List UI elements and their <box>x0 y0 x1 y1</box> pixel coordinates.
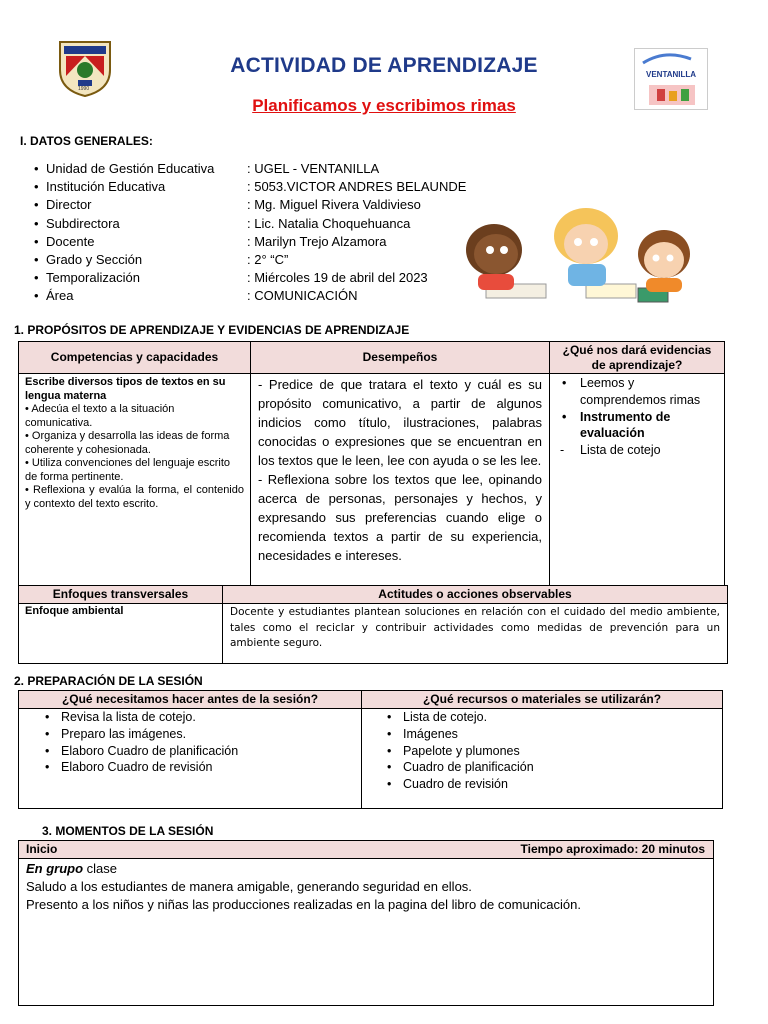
grupo-line: En grupo clase <box>26 861 118 876</box>
antes-header: ¿Qué necesitamos hacer antes de la sesión? <box>18 690 362 709</box>
inicio-label: Inicio <box>26 842 58 856</box>
datos-value: : 2° “C” <box>247 252 289 267</box>
momentos-heading: 3. MOMENTOS DE LA SESIÓN <box>42 824 214 838</box>
capacidad-item: • Utiliza convenciones del lenguaje escrito de forma pertinente. <box>25 457 231 483</box>
bullet: • <box>34 270 39 286</box>
capacidad-item: • Reflexiona y evalúa la forma, el contenido y contexto del texto escrito. <box>25 484 244 510</box>
capacidad-item: • Adecúa el texto a la situación comunicativa. <box>25 403 175 429</box>
datos-row <box>34 215 411 233</box>
bullet: • <box>34 161 39 176</box>
page-subtitle: Planificamos y escribimos rimas <box>252 96 516 115</box>
desempenos-cell <box>250 373 550 586</box>
bullet: • <box>34 252 39 267</box>
bullet: • <box>34 197 39 213</box>
datos-value: : UGEL - VENTANILLA <box>247 161 380 176</box>
preparacion-heading: 2. PREPARACIÓN DE LA SESIÓN <box>14 674 203 688</box>
ugel-logo-text: VENTANILLA <box>646 70 697 79</box>
datos-label: Docente <box>46 233 95 249</box>
datos-value: : 5053.VICTOR ANDRES BELAUNDE <box>247 179 467 195</box>
inicio-body <box>18 858 714 1006</box>
instrumento-item: - Lista de cotejo <box>560 443 661 458</box>
bullet: • <box>34 233 39 249</box>
list-item: • Preparo las imágenes. <box>37 726 343 743</box>
capacidad-item: • Organiza y desarrolla las ideas de forma coherente y cohesionada. <box>25 430 230 456</box>
list-item: • Lista de cotejo. <box>379 709 705 726</box>
inicio-header <box>18 840 714 859</box>
list-item: • Elaboro Cuadro de revisión <box>37 759 343 776</box>
datos-value: : Marilyn Trejo Alzamora <box>247 233 387 249</box>
desempenos-header: Desempeños <box>250 341 550 374</box>
competencia-title: Escribe diversos tipos de textos en su lengua materna <box>25 376 226 402</box>
recursos-list <box>379 709 705 793</box>
recursos-cell <box>361 708 723 809</box>
instrumento-label: • Instrumento de evaluación <box>562 409 671 441</box>
list-item: • Revisa la lista de cotejo. <box>37 709 343 726</box>
datos-label: Unidad de Gestión Educativa <box>46 161 215 176</box>
datos-label: Director <box>46 197 92 213</box>
datos-label: Grado y Sección <box>46 252 143 267</box>
inicio-line-1: Saludo a los estudiantes de manera amigable, generando seguridad en ellos. <box>26 879 472 894</box>
desempeno-2: - Reflexiona sobre los textos que lee, opinando acerca de personas, personajes y hechos, y expresando sus preferencias cuando elige o recomienda textos a partir de su experiencia, necesidades e intereses. <box>258 472 542 563</box>
evidencia-item: • Leemos y comprendemos rimas <box>562 376 701 407</box>
evidencias-header: ¿Qué nos dará evidencias de aprendizaje? <box>549 341 725 374</box>
datos-value: : Lic. Natalia Choquehuanca <box>247 215 411 231</box>
datos-label: Temporalización <box>46 270 140 286</box>
evidencias-cell <box>549 373 725 586</box>
list-item: • Cuadro de revisión <box>379 776 705 793</box>
children-illustration <box>456 204 712 310</box>
enfoque-cell: Enfoque ambiental <box>18 603 223 664</box>
competencias-cell <box>18 373 251 586</box>
competencias-header: Competencias y capacidades <box>18 341 251 374</box>
desempeno-1: - Predice de que tratara el texto y cuál es su propósito comunicativo, a partir de algunos indicios como título, ilustraciones, palabras conocidas o expresiones que se encuentran en los textos que le leen, lee con ayuda o se les lee. <box>258 377 542 468</box>
antes-cell <box>18 708 362 809</box>
bullet: • <box>34 215 39 231</box>
datos-label: Institución Educativa <box>46 179 166 195</box>
datos-heading: I. DATOS GENERALES: <box>20 134 153 148</box>
actitud-cell: Docente y estudiantes plantean soluciones en relación con el cuidado del medio ambiente, tales como el reciclar y contribuir actividades como medidas de prevención para un ambiente seguro. <box>222 603 728 664</box>
antes-list <box>37 709 343 776</box>
datos-row <box>34 269 428 287</box>
datos-row <box>34 233 387 251</box>
datos-row <box>34 196 421 214</box>
tiempo-label: Tiempo aproximado: 20 minutos <box>520 842 705 856</box>
datos-value: : COMUNICACIÓN <box>247 288 358 304</box>
capacidades-list <box>25 403 244 511</box>
inicio-line-2: Presento a los niños y niñas las producciones realizadas en la pagina del libro de comunicación. <box>26 897 582 912</box>
datos-label: Área <box>46 288 74 304</box>
bullet: • <box>34 179 39 195</box>
page-title: ACTIVIDAD DE APRENDIZAJE <box>230 54 538 77</box>
datos-label: Subdirectora <box>46 215 120 231</box>
enfoques-header: Enfoques transversales <box>18 585 223 604</box>
list-item: • Elaboro Cuadro de planificación <box>37 743 343 760</box>
datos-row <box>34 251 289 269</box>
datos-value: : Miércoles 19 de abril del 2023 <box>247 270 428 286</box>
datos-row <box>34 178 467 196</box>
list-item: • Papelote y plumones <box>379 743 705 760</box>
recursos-header: ¿Qué recursos o materiales se utilizarán? <box>361 690 723 709</box>
actitudes-header: Actitudes o acciones observables <box>222 585 728 604</box>
list-item: • Imágenes <box>379 726 705 743</box>
left-logo-year: 1990 <box>78 86 90 92</box>
propositos-heading: 1. PROPÓSITOS DE APRENDIZAJE Y EVIDENCIAS DE APRENDIZAJE <box>14 323 410 337</box>
bullet: • <box>34 288 39 304</box>
list-item: • Cuadro de planificación <box>379 759 705 776</box>
datos-value: : Mg. Miguel Rivera Valdivieso <box>247 197 421 213</box>
datos-row <box>34 287 358 305</box>
datos-row <box>34 160 380 178</box>
